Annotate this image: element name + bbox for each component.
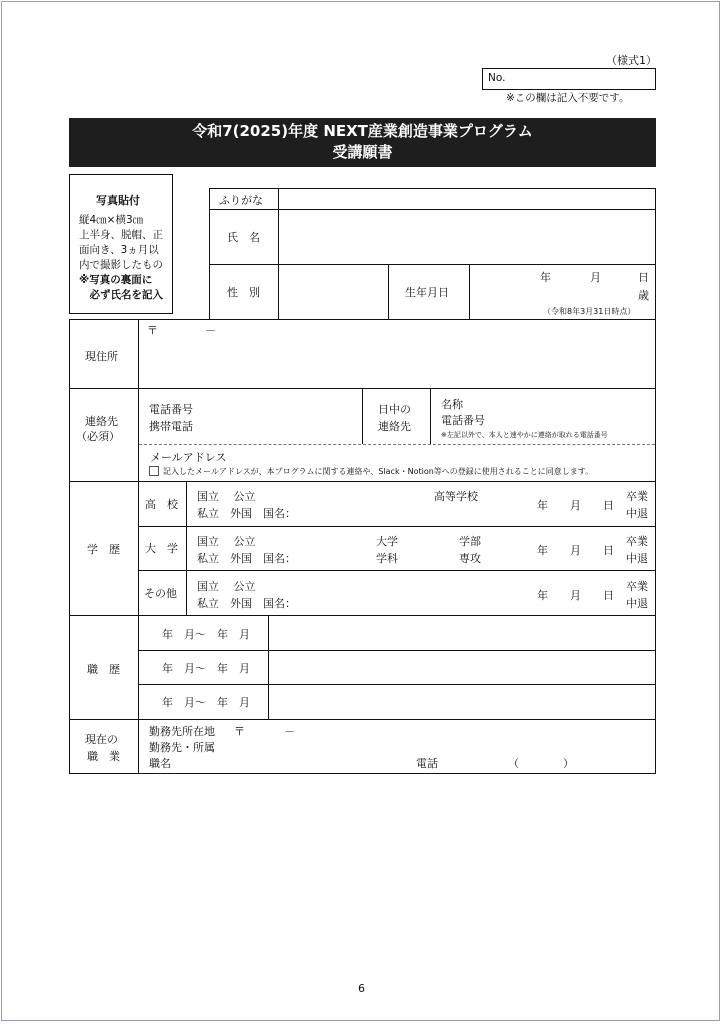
work-label: 職 歴 [87,663,120,676]
edu-other-withdrew[interactable]: 中退 [626,597,648,610]
work-row-2-dates: 年 月～ 年 月 [162,662,250,675]
edu-highschool-label: 高 校 [145,498,178,511]
edu-university-line2: 私立 外国 国名： [197,552,296,565]
gender-label: 性 別 [227,286,260,299]
consent-text: 記入したメールアドレスが、本プログラムに関する連絡や、Slack・Notion等への登録に使用されることに同意します。 [163,467,594,476]
org-phone-label: 電話番号 [441,414,485,427]
email-field[interactable] [240,447,652,463]
title-line-1: 令和7(2025)年度 NEXT産業創造事業プログラム [192,122,533,140]
gender-field[interactable] [280,266,387,319]
edu-highschool-withdrew[interactable]: 中退 [626,507,648,520]
edu-highschool-date: 年 月 日 [537,499,614,512]
photo-line-6: 必ず氏名を記入 [79,289,163,301]
contact-required: （必須） [76,430,120,443]
mobile-label: 携帯電話 [149,420,193,433]
photo-line-5: ※写真の裏面に [79,274,153,286]
photo-box[interactable] [69,174,173,314]
work-row-1-dates: 年 月～ 年 月 [162,628,250,641]
edu-other-graduated[interactable]: 卒業 [626,580,648,593]
office-address-label: 勤務先所在地 [149,725,215,738]
consent-checkbox[interactable] [149,466,159,476]
occupation-label-2: 職 業 [87,750,120,763]
address-field[interactable] [140,321,654,387]
edu-university-withdrew[interactable]: 中退 [626,552,648,565]
affiliation-label: 勤務先・所属 [149,741,215,754]
office-phone-label: 電話 [416,757,438,770]
age-unit: 歳 [638,289,649,302]
photo-line-3: 面向き、3ヵ月以 [79,244,159,256]
postal-dash: － [205,324,216,337]
edu-other-line2: 私立 外国 国名： [197,597,296,610]
photo-line-2: 上半身、脱帽、正 [79,229,163,241]
org-note: ※左記以外で、本人と速やかに連絡が取れる電話番号 [441,431,608,439]
occupation-field[interactable] [300,721,652,771]
org-name-label: 名称 [441,398,463,411]
photo-heading: 写真貼付 [96,194,140,207]
edu-highschool-graduated[interactable]: 卒業 [626,490,648,503]
edu-highschool-line2: 私立 外国 国名： [197,507,296,520]
edu-university-department: 学科 [376,552,398,565]
edu-university-date: 年 月 日 [537,544,614,557]
edu-other-label: その他 [144,587,177,600]
office-phone-paren: （ ） [508,757,574,770]
daytime-label-1: 日中の [378,403,411,416]
name-field[interactable] [280,211,654,263]
edu-other-line1: 国立 公立 [197,580,256,593]
edu-university-label: 大 学 [145,542,178,555]
contact-label: 連絡先 [85,415,118,428]
education-label: 学 歴 [87,543,120,556]
edu-university-school: 大学 [376,535,398,548]
number-note: ※この欄は記入不要です。 [506,92,630,104]
edu-university-faculty: 学部 [459,535,481,548]
furigana-field[interactable] [280,190,654,208]
occupation-label-1: 現在の [85,733,118,746]
dob-month: 月 [590,271,601,284]
postal-mark: 〒 [147,324,158,337]
form-title [69,118,656,167]
edu-university-major: 専攻 [459,552,481,565]
edu-university-line1: 国立 公立 [197,535,256,548]
daytime-label-2: 連絡先 [378,420,411,433]
furigana-label: ふりがな [219,194,263,207]
phone-field[interactable] [210,392,358,440]
address-label: 現住所 [85,350,118,363]
age-note: （令和8年3月31日時点） [543,307,636,316]
photo-line-1: 縦4㎝×横3㎝ [79,214,144,226]
photo-line-4: 内で撮影したもの [79,259,163,271]
work-row-2-field[interactable] [270,651,654,683]
dob-year: 年 [540,271,551,284]
edu-highschool-school: 高等学校 [434,490,478,503]
phone-label: 電話番号 [149,403,193,416]
office-postal-dash: － [284,725,295,738]
daytime-contact-field[interactable] [480,392,652,426]
work-row-3-dates: 年 月～ 年 月 [162,696,250,709]
form-label: （様式1） [606,54,657,67]
number-label: No. [488,72,506,84]
dob-label: 生年月日 [405,286,449,299]
edu-highschool-line1: 国立 公立 [197,490,256,503]
name-label: 氏 名 [227,231,260,244]
edu-other-date: 年 月 日 [537,589,614,602]
edu-university-graduated[interactable]: 卒業 [626,535,648,548]
work-row-1-field[interactable] [270,617,654,649]
page-number: 6 [358,982,365,995]
dob-day: 日 [638,271,649,284]
number-box[interactable] [482,68,656,90]
office-postal-mark: 〒 [234,725,245,738]
work-row-3-field[interactable] [270,685,654,718]
email-label: メールアドレス [150,451,227,464]
title-line-2: 受講願書 [332,143,393,161]
position-label: 職名 [149,757,171,770]
